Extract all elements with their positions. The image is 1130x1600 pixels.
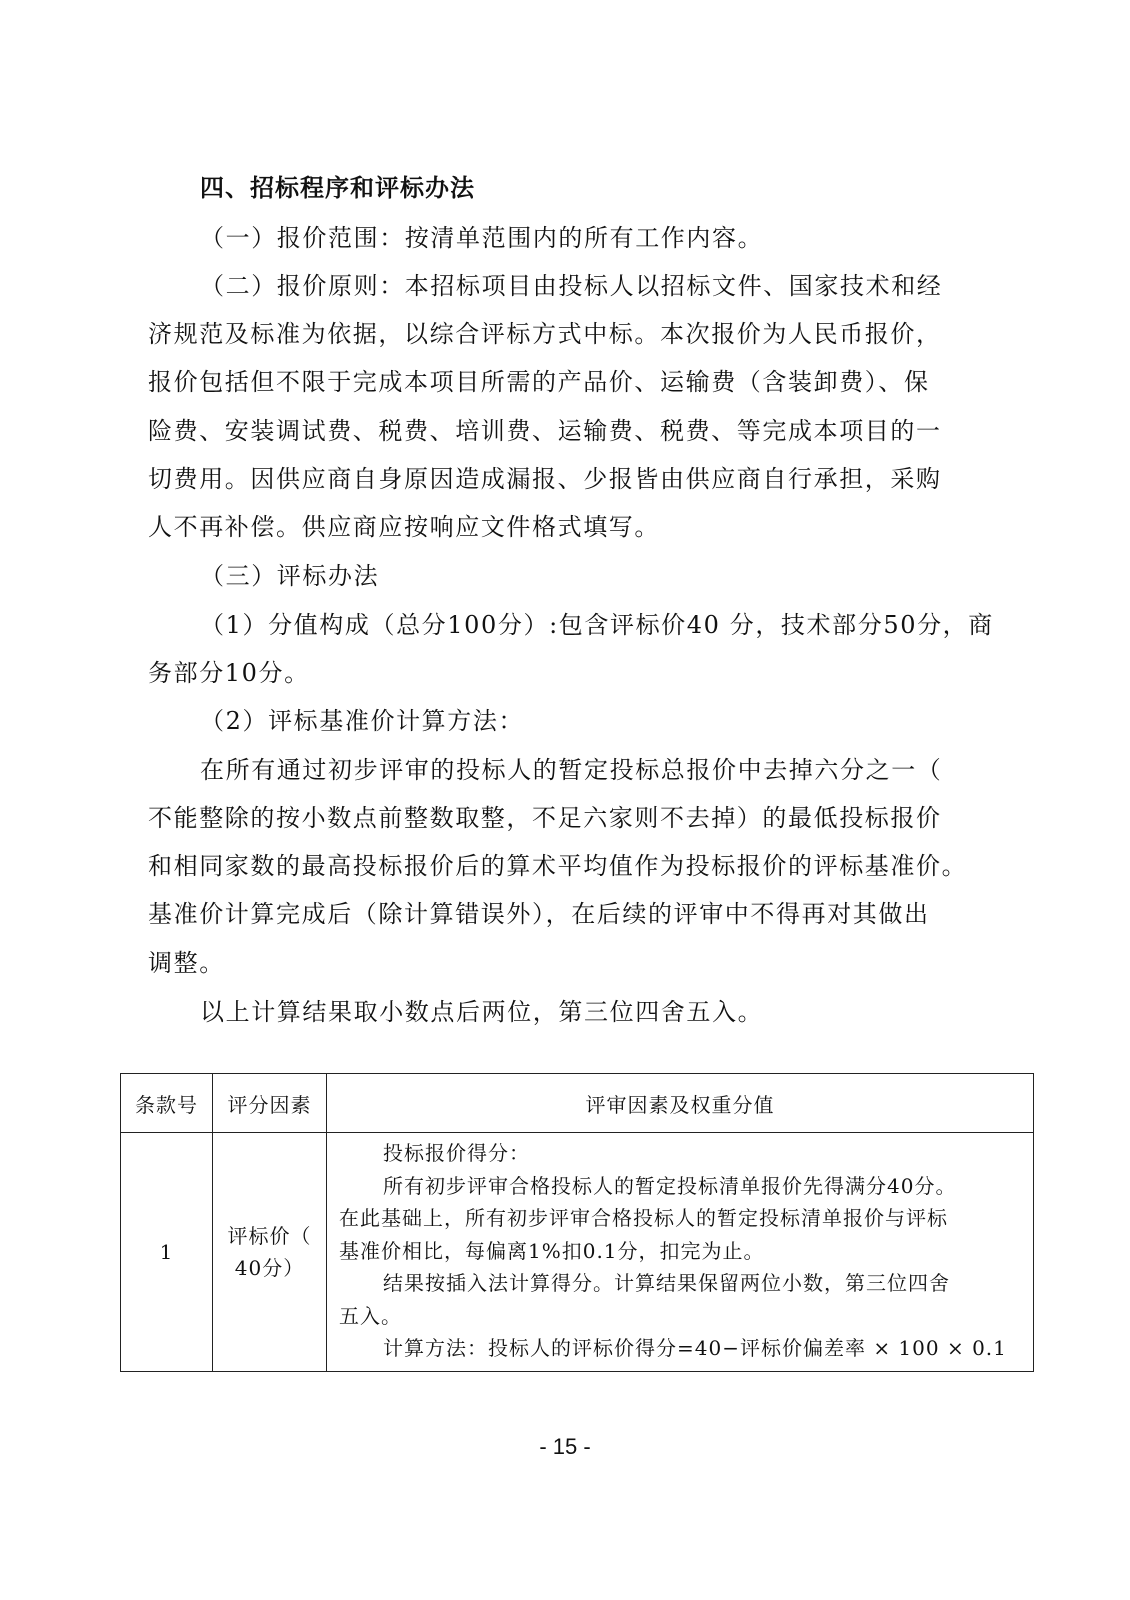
criteria-line: 五入。: [339, 1303, 402, 1328]
paragraph-benchmark-line: 不能整除的按小数点前整数取整，不足六家则不去掉）的最低投标报价: [148, 804, 942, 832]
paragraph-benchmark-line: 调整。: [148, 949, 225, 977]
section-title: 四、招标程序和评标办法: [200, 174, 475, 202]
table-row: [121, 1133, 1034, 1372]
scoring-factor-line: 40分）: [234, 1255, 305, 1280]
criteria-line: 投标报价得分：: [383, 1141, 530, 1165]
paragraph-benchmark-line: 在所有通过初步评审的投标人的暂定投标总报价中去掉六分之一（: [200, 756, 943, 784]
paragraph-benchmark-line: 和相同家数的最高投标报价后的算术平均值作为投标报价的评标基准价。: [148, 852, 968, 880]
criteria-line: 在此基础上，所有初步评审合格投标人的暂定投标清单报价与评标: [339, 1206, 948, 1230]
paragraph-principle-line: （二）报价原则：本招标项目由投标人以招标文件、国家技术和经: [200, 272, 943, 300]
criteria-line: 基准价相比，每偏离1%扣0.1分，扣完为止。: [339, 1238, 765, 1263]
paragraph-principle-line: 险费、安装调试费、税费、培训费、运输费、税费、等完成本项目的一: [148, 417, 942, 445]
criteria-line: 结果按插入法计算得分。计算结果保留两位小数，第三位四舍: [383, 1271, 950, 1295]
paragraph-principle-line: 济规范及标准为依据，以综合评标方式中标。本次报价为人民币报价，: [148, 320, 942, 348]
scoring-table: [120, 1073, 1034, 1372]
paragraph-principle-line: 报价包括但不限于完成本项目所需的产品价、运输费（含装卸费）、保: [148, 368, 930, 396]
header-clause-number: 条款号: [121, 1074, 213, 1133]
paragraph-principle-line: 人不再补偿。供应商应按响应文件格式填写。: [148, 513, 660, 541]
scoring-factor: [213, 1133, 327, 1372]
clause-number: 1: [121, 1133, 213, 1372]
page-number: - 15 -: [539, 1434, 591, 1459]
scoring-factor-line: 评标价（: [227, 1223, 312, 1248]
review-criteria: [327, 1133, 1034, 1372]
paragraph-score-composition-line: （1）分值构成（总分100分）:包含评标价40 分，技术部分50分，商: [200, 611, 994, 639]
paragraph-score-composition-line: 务部分10分。: [148, 659, 310, 687]
paragraph-benchmark-title: （2）评标基准价计算方法：: [200, 707, 525, 735]
header-review-criteria: 评审因素及权重分值: [327, 1074, 1034, 1133]
paragraph-benchmark-line: 基准价计算完成后（除计算错误外），在后续的评审中不得再对其做出: [148, 900, 930, 928]
paragraph-evaluation-method: （三）评标办法: [200, 562, 380, 590]
table-header-row: [121, 1074, 1034, 1133]
paragraph-rounding-rule: 以上计算结果取小数点后两位，第三位四舍五入。: [200, 998, 764, 1026]
criteria-line: 计算方法：投标人的评标价得分=40−评标价偏差率 × 100 × 0.1: [383, 1336, 1007, 1360]
paragraph-principle-line: 切费用。因供应商自身原因造成漏报、少报皆由供应商自行承担，采购: [148, 465, 942, 493]
paragraph-scope: （一）报价范围：按清单范围内的所有工作内容。: [200, 224, 764, 252]
criteria-line: 所有初步评审合格投标人的暂定投标清单报价先得满分40分。: [383, 1173, 957, 1198]
header-scoring-factor: 评分因素: [213, 1074, 327, 1133]
